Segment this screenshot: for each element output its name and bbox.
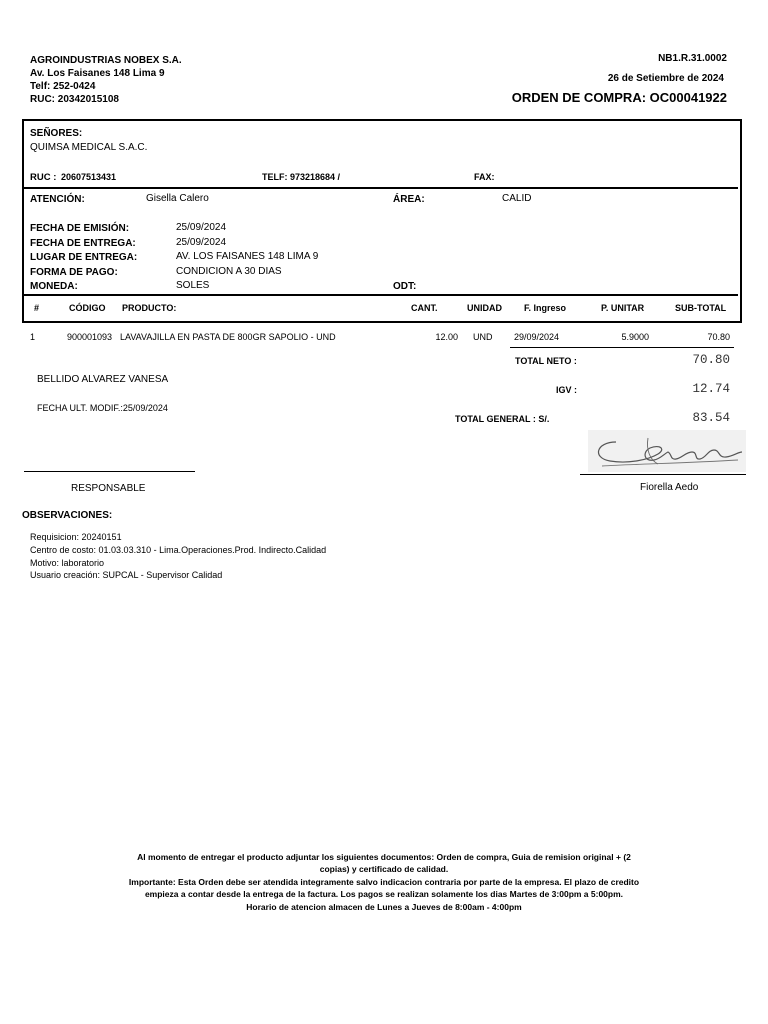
col-header-codigo: CÓDIGO: [69, 303, 106, 313]
observacion-line: Centro de costo: 01.03.03.310 - Lima.Operaciones.Prod. Indirecto.Calidad: [30, 545, 327, 555]
signature-line-left: [24, 471, 195, 472]
supplier-name: QUIMSA MEDICAL S.A.C.: [30, 142, 148, 153]
footer-note: Horario de atencion almacen de Lunes a Jueves de 8:00am - 4:00pm: [246, 902, 522, 912]
col-header-number: #: [34, 303, 40, 313]
col-header-subtotal: SUB-TOTAL: [675, 303, 727, 313]
company-address: Av. Los Faisanes 148 Lima 9: [30, 68, 165, 79]
cell-p-unitar: 5.9000: [621, 332, 649, 342]
igv-value: 12.74: [692, 382, 730, 396]
footer-note: Importante: Esta Orden debe ser atendida integramente salvo indicacion contraria por parte de la empresa. El plazo de credito: [128, 877, 640, 887]
fecha-emision-value: 25/09/2024: [176, 222, 227, 233]
area-label: ÁREA:: [393, 194, 425, 205]
totals-divider: [510, 347, 734, 348]
col-header-cant: CANT.: [411, 303, 438, 313]
total-neto-label: TOTAL NETO :: [515, 356, 577, 366]
cell-number: 1: [30, 332, 36, 342]
signature-scribble: [588, 430, 746, 472]
supplier-ruc: 20607513431: [61, 172, 117, 182]
total-neto-value: 70.80: [692, 353, 730, 367]
senores-label: SEÑORES:: [30, 128, 83, 139]
col-header-unidad: UNIDAD: [467, 303, 502, 313]
fecha-emision-label: FECHA DE EMISIÓN:: [30, 223, 130, 234]
atencion-value: Gisella Calero: [146, 193, 209, 204]
lugar-entrega-value: AV. LOS FAISANES 148 LIMA 9: [176, 251, 319, 262]
observacion-line: Usuario creación: SUPCAL - Supervisor Calidad: [30, 570, 223, 580]
cell-subtotal: 70.80: [707, 332, 730, 342]
odt-label: ODT:: [393, 281, 417, 292]
responsable-label: RESPONSABLE: [71, 483, 146, 494]
company-ruc: RUC: 20342015108: [30, 94, 119, 105]
supplier-ruc-label: RUC :: [30, 172, 57, 183]
moneda-value: SOLES: [176, 280, 210, 291]
supplier-phone: TELF: 973218684 /: [262, 172, 341, 182]
col-header-p-unitar: P. UNITAR: [601, 303, 645, 313]
signer-name: Fiorella Aedo: [640, 482, 699, 493]
signature-image: [588, 430, 746, 472]
divider: [24, 294, 738, 296]
total-general-label: TOTAL GENERAL : S/.: [455, 414, 550, 424]
col-header-f-ingreso: F. Ingreso: [524, 303, 567, 313]
footer-note: empieza a contar desde la entrega de la factura. Los pagos se realizan solamente los dias Martes de 3:00pm a 5:00pm.: [144, 889, 624, 899]
cell-cant: 12.00: [435, 332, 458, 342]
fecha-entrega-label: FECHA DE ENTREGA:: [30, 238, 136, 249]
fecha-ult-modif: FECHA ULT. MODIF.:25/09/2024: [37, 403, 168, 413]
forma-pago-label: FORMA DE PAGO:: [30, 267, 118, 278]
divider: [24, 187, 738, 189]
observacion-line: Requisicion: 20240151: [30, 532, 122, 542]
lugar-entrega-label: LUGAR DE ENTREGA:: [30, 252, 138, 263]
cell-unidad: UND: [473, 332, 493, 342]
page-title: ORDEN DE COMPRA: OC00041922: [511, 90, 727, 105]
supplier-fax-label: FAX:: [474, 172, 495, 182]
cell-f-ingreso: 29/09/2024: [514, 332, 560, 342]
requester-name: BELLIDO ALVAREZ VANESA: [37, 374, 169, 385]
doc-date: 26 de Setiembre de 2024: [607, 73, 724, 84]
cell-producto: LAVAVAJILLA EN PASTA DE 800GR SAPOLIO - UND: [120, 332, 336, 342]
company-name: AGROINDUSTRIAS NOBEX S.A.: [30, 55, 182, 66]
atencion-label: ATENCIÓN:: [30, 194, 85, 205]
col-header-producto: PRODUCTO:: [122, 303, 177, 313]
fecha-entrega-value: 25/09/2024: [176, 237, 227, 248]
footer-note: copias) y certificado de calidad.: [319, 864, 449, 874]
company-phone: Telf: 252-0424: [30, 81, 96, 92]
forma-pago-value: CONDICION A 30 DIAS: [176, 266, 282, 277]
signature-line-right: [580, 474, 746, 475]
observaciones-label: OBSERVACIONES:: [22, 510, 113, 521]
cell-codigo: 900001093: [67, 332, 113, 342]
doc-code: NB1.R.31.0002: [658, 53, 727, 64]
observacion-line: Motivo: laboratorio: [30, 558, 105, 568]
igv-label: IGV :: [556, 385, 578, 395]
total-general-value: 83.54: [692, 411, 730, 425]
moneda-label: MONEDA:: [30, 281, 78, 292]
area-value: CALID: [502, 193, 532, 204]
footer-note: Al momento de entregar el producto adjuntar los siguientes documentos: Orden de compra, Guia de remision original + (2: [137, 852, 631, 862]
